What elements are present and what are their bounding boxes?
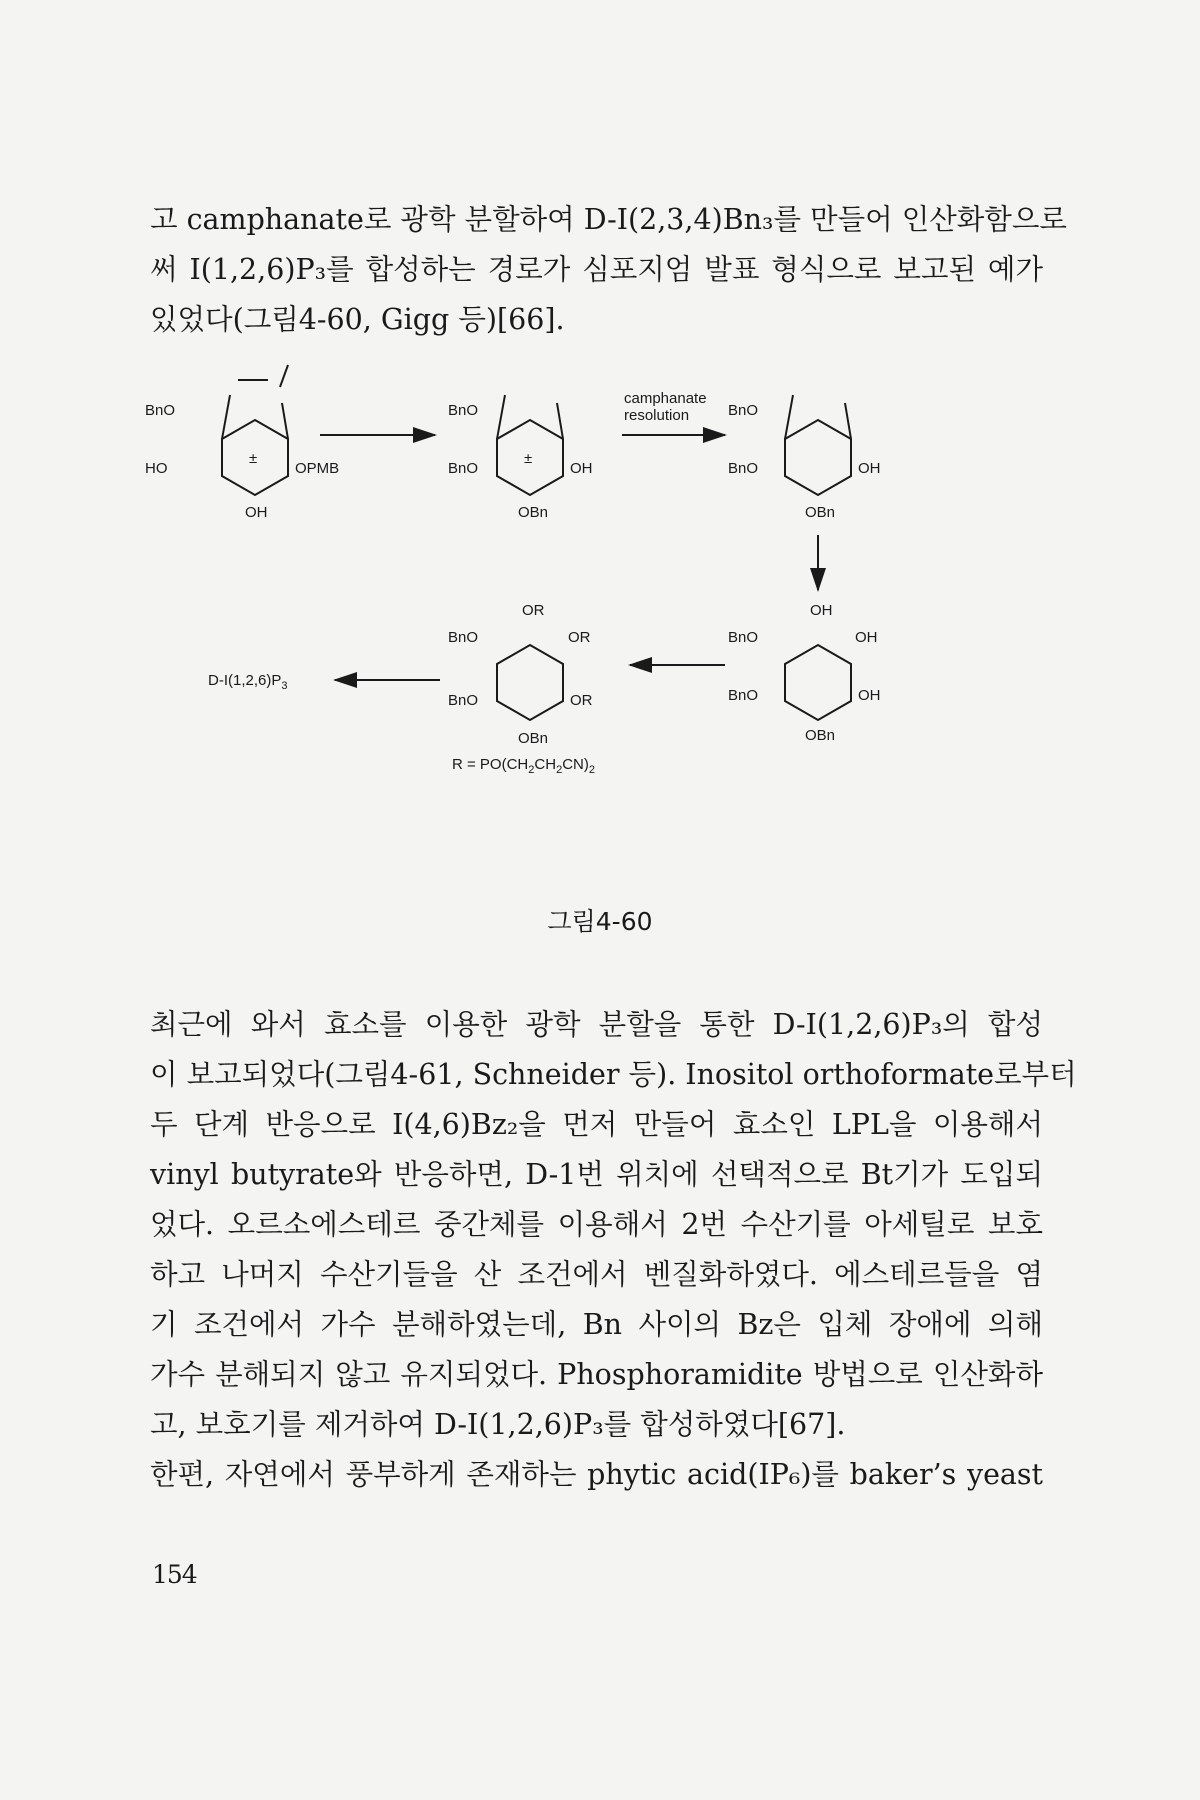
oh-label: OH [855,629,878,646]
bno-label: BnO [728,687,759,704]
bno-label: BnO [145,402,176,419]
compound-4-triol [785,645,851,720]
obn-label: OBn [805,504,836,521]
camphanate-label: camphanate [624,390,707,407]
text-line: 가수 분해되지 않고 유지되었다. Phosphoramidite 방법으로 인산화하 [150,1358,1043,1391]
text-line: 었다. 오르소에스테르 중간체를 이용해서 2번 수산기를 아세틸로 보호 [150,1208,1043,1241]
oh-label: OH [810,602,833,619]
page-number: 154 [152,1560,197,1589]
compound-3-labels [728,402,881,521]
obn-label: OBn [805,727,836,744]
compound-2-labels [448,402,593,521]
paragraph-1 [150,195,1067,345]
oh-label: OH [858,687,881,704]
compound-1-racemic [222,365,288,495]
compound-4-labels [728,602,881,744]
bno-label: BnO [728,460,759,477]
text-line: 써 I(1,2,6)P₃를 합성하는 경로가 심포지엄 발표 형식으로 보고된 예가 [150,253,1043,286]
compound-2-racemic [497,395,563,495]
r-definition: $R = PO(CH_2CH_2CN)_2$ [452,756,595,776]
text-line: 기 조건에서 가수 분해하였는데, Bn 사이의 Bz은 입체 장애에 의해 [150,1308,1043,1341]
plus-minus-label: ± [524,450,533,467]
reaction-scheme-svg [145,375,1050,905]
compound-5-phosphorylated [497,645,563,720]
text-line: 두 단계 반응으로 I(4,6)Bz₂을 먼저 만들어 효소인 LPL을 이용해서 [150,1108,1043,1141]
compound-3-resolved [785,395,851,495]
resolution-label: resolution [624,407,690,424]
bno-label: BnO [448,402,479,419]
compound-1-labels [145,402,339,521]
opmb-label: OPMB [295,460,340,477]
oh-label: OH [858,460,881,477]
or-label: OR [568,629,591,646]
bno-label: BnO [728,402,759,419]
paragraph-3 [150,1450,1043,1500]
obn-label: OBn [518,504,549,521]
bno-label: BnO [448,460,479,477]
compound-5-labels [448,602,595,776]
plus-minus-label: ± [249,450,258,467]
text-line: 하고 나머지 수산기들을 산 조건에서 벤질화하였다. 에스테르들을 염 [150,1258,1043,1291]
text-line: 최근에 와서 효소를 이용한 광학 분할을 통한 D-I(1,2,6)P₃의 합성 [150,1008,1043,1041]
text-line: 한편, 자연에서 풍부하게 존재하는 phytic acid(IP₆)를 baker’s yeast [150,1458,1043,1491]
ho-label: HO [145,460,168,477]
text-line: 이 보고되었다(그림4-61, Schneider 등). Inositol orthoformate로부터 [150,1058,1077,1091]
bno-label: BnO [448,629,479,646]
bno-label: BnO [728,629,759,646]
or-label: OR [570,692,593,709]
obn-label: OBn [518,730,549,747]
bno-label: BnO [448,692,479,709]
figure-caption: 그림4-60 [547,907,653,936]
text-line: 있었다(그림4-60, Gigg 등)[66]. [150,303,565,336]
text-line: 고, 보호기를 제거하여 D-I(1,2,6)P₃를 합성하였다[67]. [150,1408,846,1441]
reaction-scheme-figure [145,375,1050,905]
text-line: 고 camphanate로 광학 분할하여 D-I(2,3,4)Bn₃를 만들어 인산화함으로 [150,203,1067,236]
text-line: vinyl butyrate와 반응하면, D-1번 위치에 선택적으로 Bt기가 도입되 [150,1158,1043,1191]
oh-label: OH [570,460,593,477]
product-label: $D-I(1,2,6)P_3$ [208,672,288,692]
paragraph-2 [150,1000,1077,1450]
oh-label: OH [245,504,268,521]
or-label: OR [522,602,545,619]
